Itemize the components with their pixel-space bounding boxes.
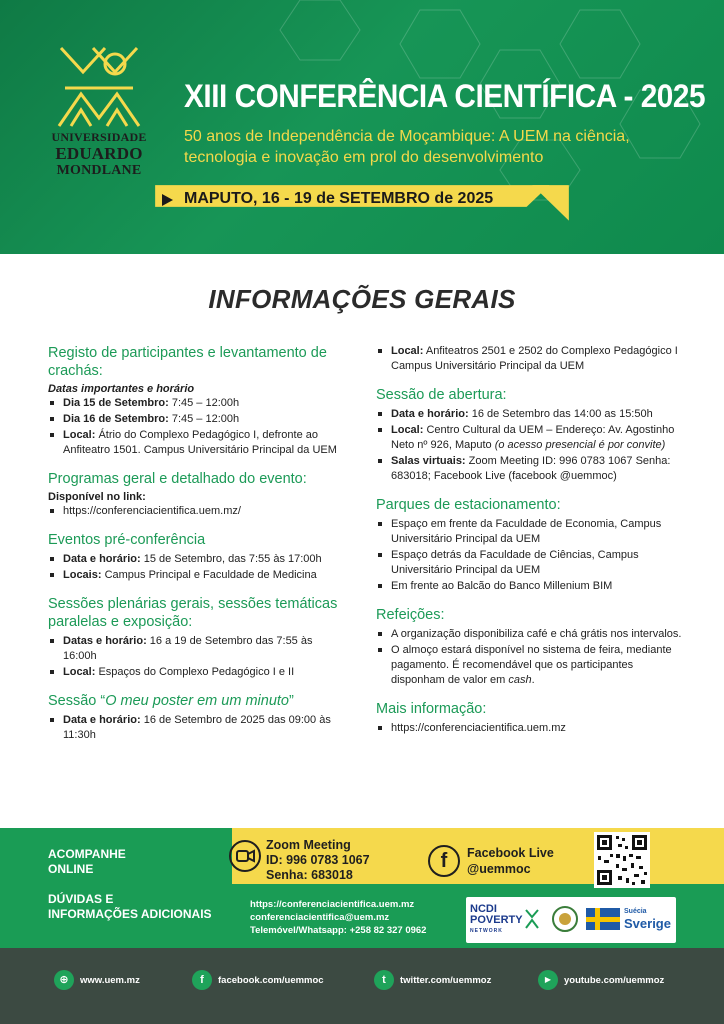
info-title: INFORMAÇÕES GERAIS [208, 284, 516, 314]
seal-icon [552, 906, 578, 932]
list-item: Local: Átrio do Complexo Pedagógico I, defronte ao Anfiteatro 1501. Campus Universitário Principal da UEM [48, 428, 348, 458]
conference-subtitle: 50 anos de Independência de Moçambique: A UEM na ciência, tecnologia e inovação em prol do desenvolvimento [184, 128, 630, 166]
right-column [376, 344, 686, 748]
section-heading: Mais informação: [376, 701, 487, 717]
section-parques [376, 496, 686, 594]
conference-title: XIII CONFERÊNCIA CIENTÍFICA - 2025 [184, 78, 706, 114]
left-column [48, 344, 348, 755]
uem-small-emblem-icon [524, 908, 546, 930]
section-abertura [376, 386, 686, 484]
section-programas [48, 470, 348, 519]
section-mais-informacao [376, 700, 686, 736]
website-link[interactable]: https://conferenciacientifica.uem.mz [250, 899, 415, 910]
social-youtube[interactable]: ▶ youtube.com/uemmoz [538, 970, 664, 990]
list-item: Local: Anfiteatros 2501 e 2502 do Complexo Pedagógico I Campus Universitário Principal da UEM [376, 344, 686, 374]
social-facebook[interactable]: f facebook.com/uemmoc [192, 970, 324, 990]
list-item: Data e horário: 15 de Setembro, das 7:55 às 17:00h [48, 552, 348, 567]
list-item: Data e horário: 16 de Setembro das 14:00 as 15:50h [376, 407, 686, 422]
globe-icon: ⊕ [54, 970, 74, 990]
list-item: Datas e horário: 16 a 19 de Setembro das 7:55 às 16:00h [48, 634, 348, 664]
play-arrow-icon [162, 194, 173, 206]
list-item: A organização disponibiliza café e chá grátis nos intervalos. [376, 627, 686, 642]
questions-label: DÚVIDAS E INFORMAÇÕES ADICIONAIS [48, 892, 212, 921]
section-heading: Parques de estacionamento: [376, 497, 561, 513]
more-info-link[interactable]: https://conferenciacientifica.uem.mz [376, 721, 686, 736]
sweden-flag-icon [586, 908, 620, 930]
email-link[interactable]: conferenciacientifica@uem.mz [250, 912, 390, 923]
section-heading: Sessão de abertura: [376, 387, 507, 403]
list-item: Salas virtuais: Zoom Meeting ID: 996 0783 1067 Senha: 683018; Facebook Live (facebook @uemmoc) [376, 454, 686, 484]
section-heading: Programas geral e detalhado do evento: [48, 471, 307, 487]
section-heading: Refeições: [376, 607, 445, 623]
zoom-meeting-info[interactable]: Zoom Meeting ID: 996 0783 1067 Senha: 683018 [266, 838, 370, 882]
facebook-icon: f [428, 845, 460, 877]
sweden-logo: Suécia Sverige [624, 908, 671, 931]
list-item: Espaço detrás da Faculdade de Ciências, Campus Universitário Principal da UEM [376, 548, 686, 578]
section-heading: Eventos pré-conferência [48, 532, 206, 548]
social-website[interactable]: ⊕ www.uem.mz [54, 970, 140, 990]
program-link[interactable]: https://conferenciacientifica.uem.mz/ [48, 504, 348, 519]
youtube-icon: ▶ [538, 970, 558, 990]
contact-details [250, 898, 426, 937]
section-heading: Sessões plenárias gerais, sessões temáticas paralelas e exposição: [48, 596, 338, 630]
ncdi-logo: NCDI POVERTY NETWORK [470, 903, 523, 934]
section-heading: Sessão “O meu poster em um minuto” [48, 693, 294, 709]
list-item: Locais: Campus Principal e Faculdade de Medicina [48, 568, 348, 583]
list-item: O almoço estará disponível no sistema de feira, mediante pagamento. É recomendável que os participantes disponham de valor em cash. [376, 643, 686, 688]
list-item: Dia 15 de Setembro: 7:45 – 12:00h [48, 396, 348, 411]
university-logo [44, 44, 154, 178]
section-subheading: Datas importantes e horário [48, 383, 195, 395]
section-poster [48, 692, 348, 743]
section-plenarias [48, 595, 348, 680]
twitter-icon: t [374, 970, 394, 990]
follow-online-label: ACOMPANHE ONLINE [48, 847, 126, 876]
social-twitter[interactable]: t twitter.com/uemmoz [374, 970, 491, 990]
list-item: Em frente ao Balcão do Banco Millenium BIM [376, 579, 686, 594]
list-item: Espaço em frente da Faculdade de Economia, Campus Universitário Principal da UEM [376, 517, 686, 547]
qr-code[interactable] [594, 832, 650, 888]
event-date: MAPUTO, 16 - 19 de SETEMBRO de 2025 [184, 190, 494, 207]
list-item: Local: Centro Cultural da UEM – Endereço: Av. Agostinho Neto nº 926, Maputo (o acesso presencial é por convite) [376, 423, 686, 453]
logo-line-1: UNIVERSIDADE [51, 130, 147, 144]
section-heading: Registo de participantes e levantamento de crachás: [48, 345, 327, 379]
section-refeicoes [376, 606, 686, 688]
video-camera-icon [229, 840, 261, 872]
uem-emblem-icon [53, 44, 145, 128]
facebook-live-info[interactable]: Facebook Live @uemmoc [467, 846, 554, 876]
section-subheading: Disponível no link: [48, 491, 146, 503]
logo-line-3: MONDLANE [56, 163, 142, 178]
logo-line-2: EDUARDO [55, 144, 143, 163]
list-item: Local: Espaços do Complexo Pedagógico I e II [48, 665, 348, 680]
phone-number: Telemóvel/Whatsapp: +258 82 327 0962 [250, 925, 427, 936]
facebook-icon: f [192, 970, 212, 990]
section-pre-conferencia [48, 531, 348, 583]
list-item: Dia 16 de Setembro: 7:45 – 12:00h [48, 412, 348, 427]
section-poster-local [376, 344, 686, 374]
section-registo [48, 344, 348, 458]
list-item: Data e horário: 16 de Setembro de 2025 das 09:00 às 11:30h [48, 713, 348, 743]
